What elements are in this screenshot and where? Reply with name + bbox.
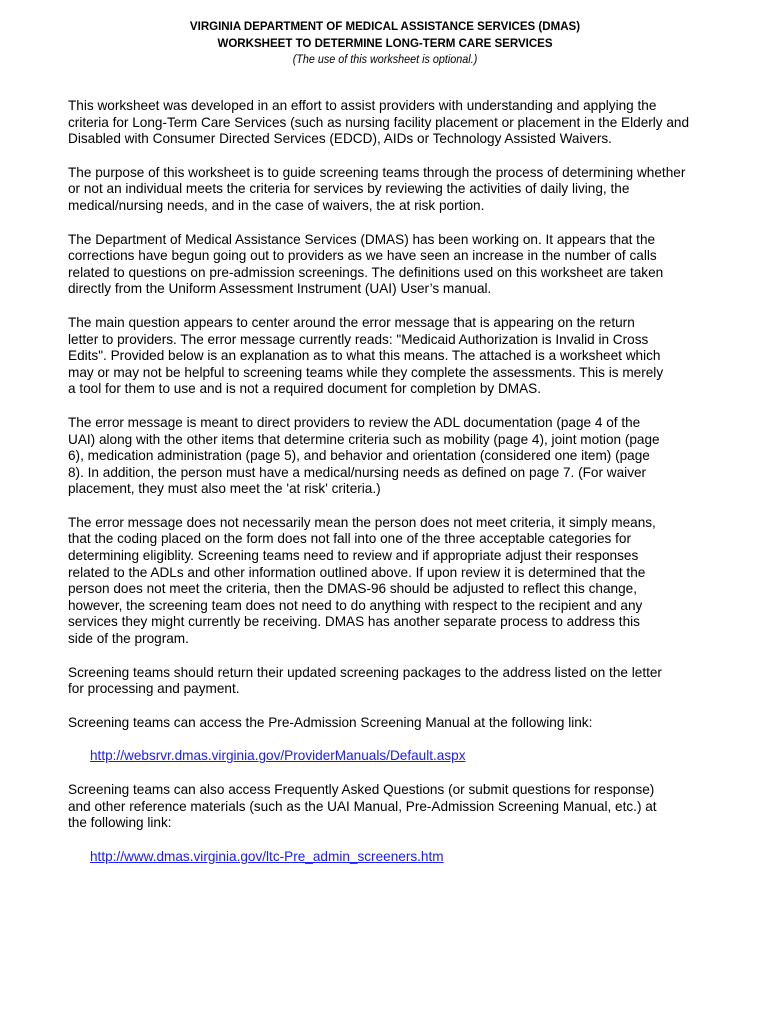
pre-admin-screeners-link[interactable]: http://www.dmas.virginia.gov/ltc-Pre_admin_screeners.htm [90,848,444,864]
screeners-link-row [90,849,718,866]
header-agency-title: VIRGINIA DEPARTMENT OF MEDICAL ASSISTANCE SERVICES (DMAS) [189,19,581,33]
paragraph-error-message: The main question appears to center around the error message that is appearing on the return letter to providers. The error message currently reads: "Medicaid Authorization is Invalid in Cross Edits". Provided below is an explanation as to what this means. The attached is a worksheet which may or may not be helpful to screening teams while they complete the assessments. This is merely a tool for them to use and is not a required document for completion by DMAS. [68,314,664,397]
paragraph-intro: This worksheet was developed in an effort to assist providers with understanding and applying the criteria for Long-Term Care Services (such as nursing facility placement or placement in the Elderly and Disabled with Consumer Directed Services (EDCD), AIDs or Technology Assisted Waivers. [68,98,690,147]
manual-link-row [90,748,718,765]
provider-manuals-link[interactable]: http://websrvr.dmas.virginia.gov/ProviderManuals/Default.aspx [90,748,466,764]
paragraph-faq-access: Screening teams can also access Frequently Asked Questions (or submit questions for response) and other reference materials (such as the UAI Manual, Pre-Admission Screening Manual, etc.) at the following link: [68,782,657,831]
document-header [0,18,770,67]
header-worksheet-title: WORKSHEET TO DETERMINE LONG-TERM CARE SERVICES [217,36,553,50]
header-optional-note: (The use of this worksheet is optional.) [292,53,478,66]
paragraph-return-packages: Screening teams should return their updated screening packages to the address listed on the letter for processing and payment. [68,664,662,697]
paragraph-manual-access: Screening teams can access the Pre-Admission Screening Manual at the following link: [68,714,593,730]
paragraph-coding-explanation: The error message does not necessarily mean the person does not meet criteria, it simply means, that the coding placed on the form does not fall into one of the three acceptable categories for determining eligiblity. Screening teams need to review and if appropriate adjust their responses related to the ADLs and other information outlined above. If upon review it is determined that the person does not meet the criteria, then the DMAS-96 should be adjusted to reflect this change, however, the screening team does not need to do anything with respect to the recipient and any services they might currently be receiving. DMAS has another separate process to address this side of the program. [68,514,656,647]
document-body [68,98,718,882]
paragraph-dmas-corrections: The Department of Medical Assistance Services (DMAS) has been working on. It appears that the corrections have begun going out to providers as we have seen an increase in the number of calls related to questions on pre-admission screenings. The definitions used on this worksheet are taken directly from the Uniform Assessment Instrument (UAI) User’s manual. [68,231,664,297]
paragraph-adl-review: The error message is meant to direct providers to review the ADL documentation (page 4 of the UAI) along with the other items that determine criteria such as mobility (page 4), joint motion (page 6), medication administration (page 5), and behavior and orientation (considered one item) (page 8). In addition, the person must have a medical/nursing needs as defined on page 7. (For waiver placement, they must also meet the 'at risk' criteria.) [68,414,660,497]
paragraph-purpose: The purpose of this worksheet is to guide screening teams through the process of determining whether or not an individual meets the criteria for services by reviewing the activities of daily living, the medical/nursing needs, and in the case of waivers, the at risk portion. [68,164,686,213]
